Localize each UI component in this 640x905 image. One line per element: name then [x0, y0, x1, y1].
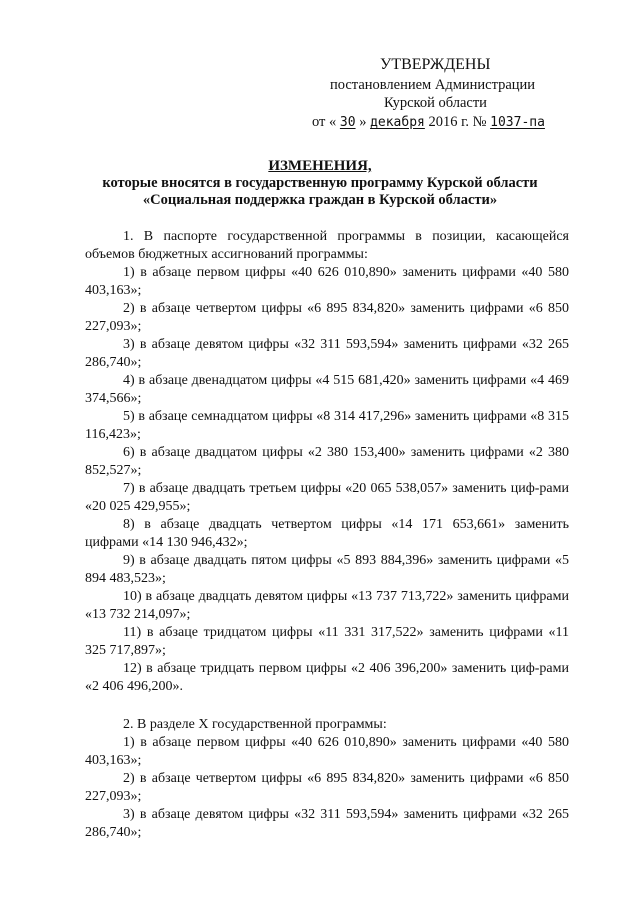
section-gap [85, 696, 569, 716]
date-prefix: от « [312, 114, 337, 130]
date-day: 30 [339, 115, 356, 130]
title-line-1: ИЗМЕНЕНИЯ, [268, 158, 372, 174]
section-2-item: 3) в абзаце девятом цифры «32 311 593,594» заменить цифрами «32 265 286,740»; [85, 807, 569, 840]
section-1-item: 6) в абзаце двадцатом цифры «2 380 153,400» заменить цифрами «2 380 852,527»; [85, 445, 569, 478]
section-1-item: 1) в абзаце первом цифры «40 626 010,890» заменить цифрами «40 580 403,163»; [85, 265, 569, 298]
section-1-item: 4) в абзаце двенадцатом цифры «4 515 681,420» заменить цифрами «4 469 374,566»; [85, 373, 569, 406]
section-1-item: 3) в абзаце девятом цифры «32 311 593,594» заменить цифрами «32 265 286,740»; [85, 337, 569, 370]
approved-heading: УТВЕРЖДЕНЫ [380, 56, 491, 73]
title-line-3: «Социальная поддержка граждан в Курской области» [142, 192, 498, 208]
approval-date-line [312, 113, 545, 132]
date-month: декабря [370, 115, 425, 130]
section-1-item: 9) в абзаце двадцать пятом цифры «5 893 884,396» заменить цифрами «5 894 483,523»; [85, 553, 569, 586]
approval-issuer: постановлением Администрации [330, 77, 536, 93]
date-mid: » [359, 114, 367, 130]
document-body [85, 228, 569, 842]
document-number: 1037-па [490, 115, 545, 130]
section-1-item: 2) в абзаце четвертом цифры «6 895 834,820» заменить цифрами «6 850 227,093»; [85, 301, 569, 334]
title-line-2: которые вносятся в государственную программу Курской области [102, 175, 538, 191]
date-year: 2016 г. № [428, 114, 487, 130]
section-1-item: 11) в абзаце тридцатом цифры «11 331 317,522» заменить цифрами «11 325 717,897»; [85, 625, 569, 658]
section-2-item: 1) в абзаце первом цифры «40 626 010,890» заменить цифрами «40 580 403,163»; [85, 735, 569, 768]
section-2-heading: 2. В разделе X государственной программы: [123, 717, 387, 732]
document-title [0, 158, 640, 209]
section-1-item: 5) в абзаце семнадцатом цифры «8 314 417,296» заменить цифрами «8 315 116,423»; [85, 409, 569, 442]
section-1-item: 7) в абзаце двадцать третьем цифры «20 065 538,057» заменить циф-рами «20 025 429,955»; [85, 481, 569, 514]
approval-region: Курской области [384, 95, 487, 111]
section-1-item: 12) в абзаце тридцать первом цифры «2 406 396,200» заменить циф-рами «2 406 496,200». [85, 661, 569, 694]
section-1-item: 8) в абзаце двадцать четвертом цифры «14 171 653,661» заменить цифрами «14 130 946,432»; [85, 517, 569, 550]
section-1-item: 10) в абзаце двадцать девятом цифры «13 737 713,722» заменить цифрами «13 732 214,097»; [85, 589, 569, 622]
section-2-item: 2) в абзаце четвертом цифры «6 895 834,820» заменить цифрами «6 850 227,093»; [85, 771, 569, 804]
section-1-heading: 1. В паспорте государственной программы в позиции, касающейся объемов бюджетных ассигнований программы: [85, 229, 569, 262]
